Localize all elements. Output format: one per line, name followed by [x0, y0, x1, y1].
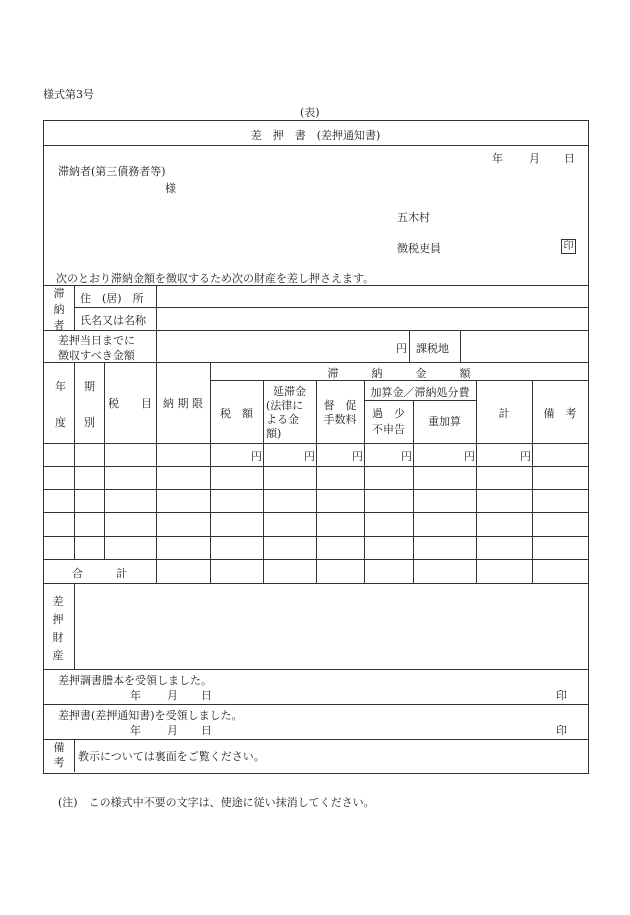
yen-mark: 円: [464, 450, 475, 463]
header-period-bottom: 別: [84, 416, 95, 429]
date-year: 年: [492, 152, 503, 165]
receipt2-month: 月: [167, 724, 178, 737]
header-additional-group: 加算金／滞納処分費: [370, 386, 470, 399]
header-under-report-1: 過 少: [372, 407, 405, 420]
yen-mark: 円: [251, 450, 262, 463]
form-title: 差 押 書 (差押通知書): [250, 129, 381, 142]
receipt2-text: 差押書(差押通知書)を受領しました。: [58, 709, 243, 722]
receipt2-year: 年: [130, 724, 141, 737]
receipt1-seal: 印: [556, 689, 567, 702]
issuer-village: 五木村: [397, 211, 430, 224]
header-demand-fee-2: 手数料: [323, 413, 357, 426]
footnote: (注) この様式中不要の文字は、使途に従い抹消してください。: [58, 796, 375, 809]
receipt2-seal: 印: [556, 724, 567, 737]
header-due-date: 納 期 限: [163, 397, 203, 410]
remarks-label: 備考: [53, 741, 65, 769]
recipient-label: 滞納者(第三債務者等): [58, 165, 166, 178]
address-label: 住 (居) 所: [80, 292, 144, 305]
header-heavy-additional: 重加算: [428, 415, 461, 428]
header-tax-amount: 税 額: [220, 407, 253, 420]
total-row-label: 合 計: [72, 567, 127, 580]
form-number: 様式第3号: [43, 88, 94, 101]
amount-yen: 円: [396, 342, 407, 355]
remarks-text: 教示については裏面をご覧ください。: [78, 750, 265, 763]
header-under-report-2: 不申告: [372, 423, 405, 436]
header-unpaid-amount: 滞 納 金 額: [327, 367, 471, 380]
header-late-fee-4: 額): [266, 427, 282, 440]
receipt1-day: 日: [201, 689, 212, 702]
header-period-top: 期: [84, 380, 95, 393]
tax-place-label: 課税地: [416, 342, 449, 355]
header-year-bottom: 度: [55, 416, 66, 429]
amount-label-line1: 差押当日までに: [58, 334, 135, 347]
header-total: 計: [498, 407, 510, 420]
yen-mark: 円: [520, 450, 531, 463]
yen-mark: 円: [352, 450, 363, 463]
receipt1-month: 月: [167, 689, 178, 702]
seized-property-label: 差押財産: [52, 595, 64, 662]
officer-seal: 印: [561, 239, 576, 254]
header-remarks: 備 考: [543, 407, 577, 420]
header-demand-fee-1: 督 促: [323, 399, 357, 412]
header-year-top: 年: [55, 380, 66, 393]
receipt2-day: 日: [201, 724, 212, 737]
header-late-fee-1: 延滞金: [273, 385, 306, 398]
side-label: (表): [300, 106, 320, 119]
date-month: 月: [529, 152, 540, 165]
amount-label-line2: 徴収すべき金額: [58, 349, 135, 362]
receipt1-text: 差押調書謄本を受領しました。: [58, 674, 212, 687]
issuer-officer: 徴税吏員: [397, 242, 441, 255]
name-label: 氏名又は名称: [80, 314, 146, 327]
intro-text: 次のとおり滞納金額を徴収するため次の財産を差し押さえます。: [56, 272, 375, 285]
header-late-fee-2: (法律に: [266, 399, 304, 412]
yen-mark: 円: [401, 450, 412, 463]
date-day: 日: [564, 152, 575, 165]
recipient-honorific: 様: [165, 182, 176, 195]
header-tax-item: 税 目: [108, 397, 152, 410]
header-late-fee-3: よる金: [266, 413, 299, 426]
taxpayer-section-label: 滞納者: [53, 287, 65, 332]
receipt1-year: 年: [130, 689, 141, 702]
yen-mark: 円: [304, 450, 315, 463]
